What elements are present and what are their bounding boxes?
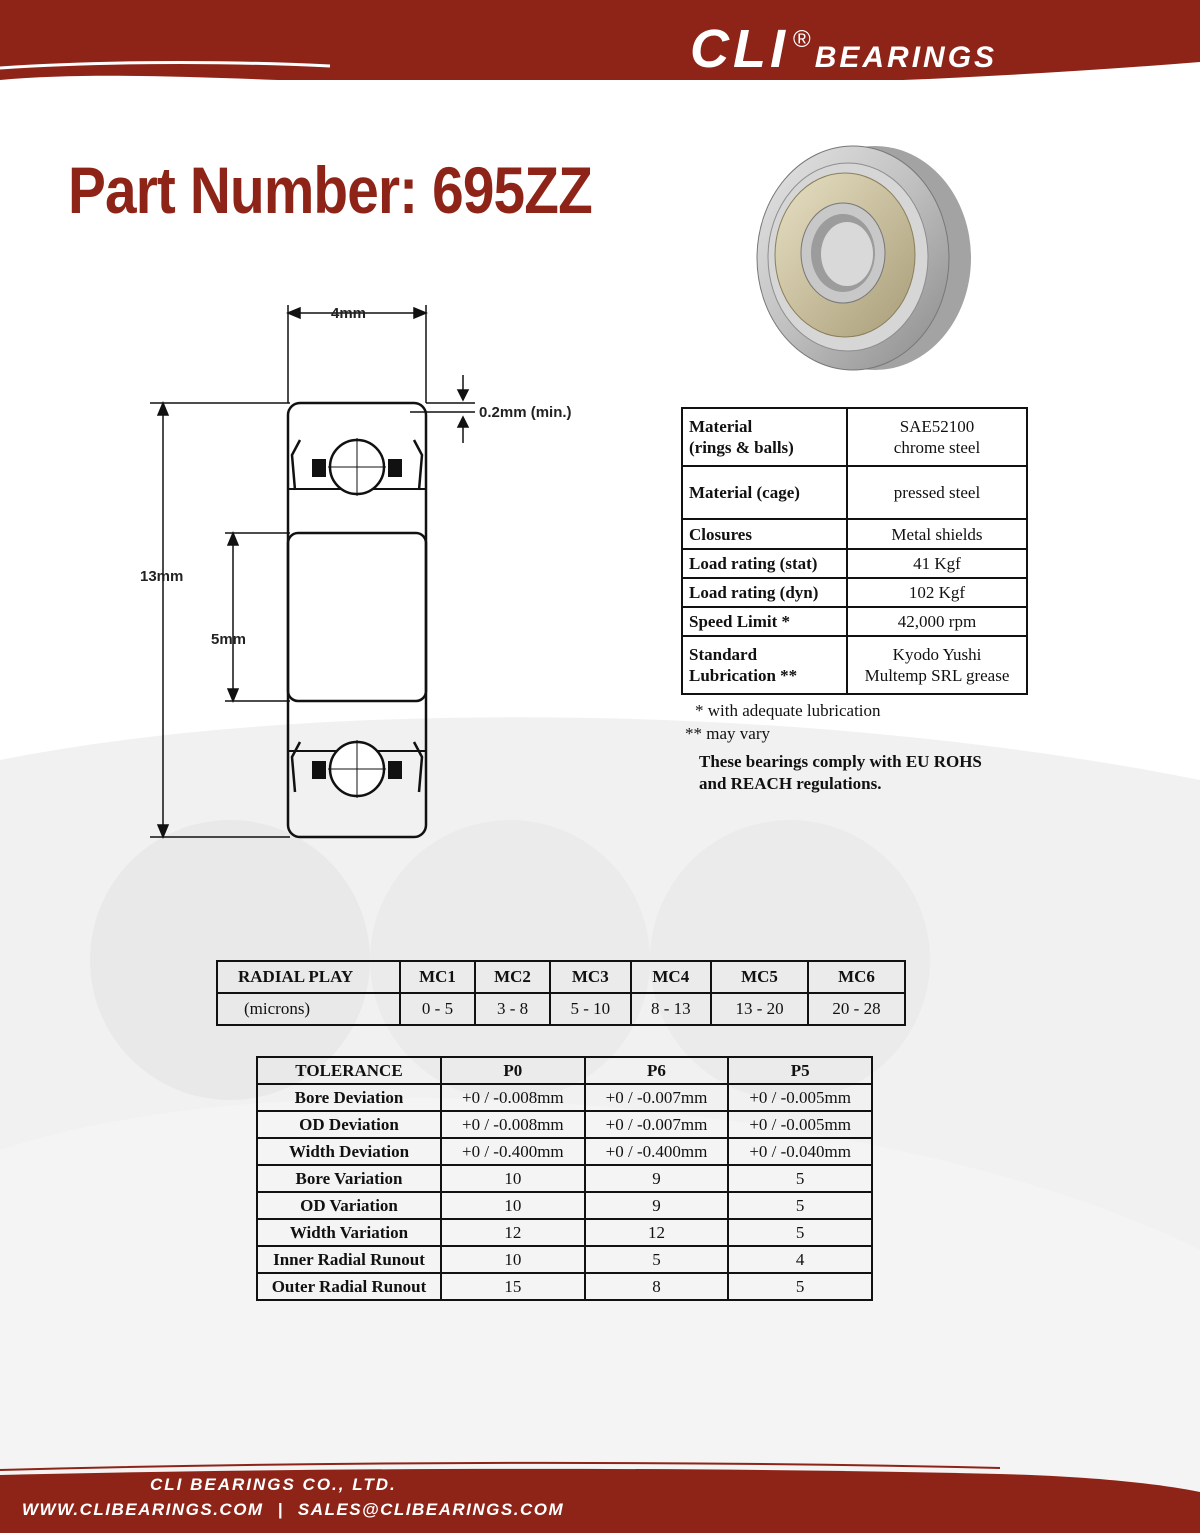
table-cell: 0 - 5 xyxy=(400,993,475,1025)
spec-label: Closures xyxy=(682,519,847,549)
table-cell: 10 xyxy=(441,1246,585,1273)
table-cell: +0 / -0.007mm xyxy=(585,1111,729,1138)
table-cell: 4 xyxy=(728,1246,872,1273)
table-row xyxy=(257,1273,872,1300)
tolerance-table xyxy=(256,1056,873,1301)
table-row xyxy=(257,1084,872,1111)
table-row-label: Width Deviation xyxy=(257,1138,441,1165)
table-cell: 5 xyxy=(728,1219,872,1246)
table-cell: 8 xyxy=(585,1273,729,1300)
table-row-label: Bore Variation xyxy=(257,1165,441,1192)
table-header-row xyxy=(257,1057,872,1084)
compliance-line: and REACH regulations. xyxy=(699,774,882,793)
table-row xyxy=(257,1165,872,1192)
table-row xyxy=(257,1111,872,1138)
table-cell: 20 - 28 xyxy=(808,993,905,1025)
page-title: Part Number: 695ZZ xyxy=(68,153,592,227)
spec-row xyxy=(682,549,1027,578)
table-header-cell: MC3 xyxy=(550,961,631,993)
table-row-label: Bore Deviation xyxy=(257,1084,441,1111)
table-cell: 9 xyxy=(585,1192,729,1219)
bore-dimension-label: 5mm xyxy=(211,631,247,648)
bearing-photo xyxy=(735,143,975,373)
spec-label: Material (rings & balls) xyxy=(682,408,847,466)
radial-play-table xyxy=(216,960,906,1026)
footnote-lubrication: * with adequate lubrication xyxy=(695,701,881,720)
spec-value: 42,000 rpm xyxy=(847,607,1027,636)
table-cell: 8 - 13 xyxy=(631,993,712,1025)
table-cell: 10 xyxy=(441,1165,585,1192)
footer-separator: | xyxy=(277,1500,284,1519)
compliance-statement xyxy=(699,751,982,795)
table-row-label: Width Variation xyxy=(257,1219,441,1246)
table-cell: 15 xyxy=(441,1273,585,1300)
table-header-cell: MC5 xyxy=(711,961,808,993)
table-header-cell: P5 xyxy=(728,1057,872,1084)
header-banner xyxy=(0,0,1200,80)
table-header-cell: TOLERANCE xyxy=(257,1057,441,1084)
spec-row xyxy=(682,408,1027,466)
footer-company-name: CLI BEARINGS CO., LTD. xyxy=(150,1475,397,1494)
table-cell: +0 / -0.008mm xyxy=(441,1111,585,1138)
table-header-cell: MC2 xyxy=(475,961,550,993)
footnotes xyxy=(685,699,881,745)
spec-value: SAE52100 chrome steel xyxy=(847,408,1027,466)
brand-wordmark: BEARINGS xyxy=(814,41,998,74)
spec-row xyxy=(682,519,1027,549)
table-cell: 12 xyxy=(585,1219,729,1246)
table-cell: 3 - 8 xyxy=(475,993,550,1025)
table-header-cell: RADIAL PLAY xyxy=(217,961,400,993)
table-cell: 12 xyxy=(441,1219,585,1246)
table-cell: +0 / -0.005mm xyxy=(728,1111,872,1138)
cross-section-drawing xyxy=(140,295,500,855)
table-cell: 5 xyxy=(728,1165,872,1192)
registered-mark: ® xyxy=(793,26,811,53)
table-row xyxy=(257,1138,872,1165)
table-header-cell: MC6 xyxy=(808,961,905,993)
brand-logo-text: CLI xyxy=(690,19,789,79)
spec-value: pressed steel xyxy=(847,466,1027,519)
table-cell: 5 xyxy=(728,1192,872,1219)
spec-row xyxy=(682,636,1027,694)
table-row xyxy=(257,1246,872,1273)
table-header-cell: P6 xyxy=(585,1057,729,1084)
spec-label: Speed Limit * xyxy=(682,607,847,636)
spec-label: Load rating (stat) xyxy=(682,549,847,578)
table-cell: +0 / -0.400mm xyxy=(441,1138,585,1165)
table-cell: 5 - 10 xyxy=(550,993,631,1025)
table-cell: +0 / -0.040mm xyxy=(728,1138,872,1165)
table-header-cell: MC4 xyxy=(631,961,712,993)
website-link[interactable]: WWW.CLIBEARINGS.COM xyxy=(22,1500,264,1519)
brand-logo xyxy=(690,18,997,80)
width-dimension-label: 4mm xyxy=(331,305,367,322)
table-cell: +0 / -0.008mm xyxy=(441,1084,585,1111)
spec-value: Metal shields xyxy=(847,519,1027,549)
table-header-cell: P0 xyxy=(441,1057,585,1084)
table-row-label: Outer Radial Runout xyxy=(257,1273,441,1300)
od-dimension-label: 13mm xyxy=(140,568,184,585)
spec-row xyxy=(682,466,1027,519)
table-row-label: OD Deviation xyxy=(257,1111,441,1138)
table-cell: 5 xyxy=(728,1273,872,1300)
footnote-may-vary: ** may vary xyxy=(685,724,770,743)
table-header-cell: MC1 xyxy=(400,961,475,993)
table-row-label: Inner Radial Runout xyxy=(257,1246,441,1273)
compliance-line: These bearings comply with EU ROHS xyxy=(699,752,982,771)
table-header-row xyxy=(217,961,905,993)
table-cell: +0 / -0.007mm xyxy=(585,1084,729,1111)
chamfer-dimension-label: 0.2mm (min.) xyxy=(479,404,572,421)
table-cell: 13 - 20 xyxy=(711,993,808,1025)
email-link[interactable]: SALES@CLIBEARINGS.COM xyxy=(297,1500,565,1519)
spec-value: 102 Kgf xyxy=(847,578,1027,607)
table-cell: +0 / -0.005mm xyxy=(728,1084,872,1111)
table-cell: 5 xyxy=(585,1246,729,1273)
table-cell: (microns) xyxy=(217,993,400,1025)
spec-label: Standard Lubrication ** xyxy=(682,636,847,694)
table-cell: 10 xyxy=(441,1192,585,1219)
footer-contact xyxy=(22,1500,564,1520)
spec-table xyxy=(681,407,1028,695)
spec-label: Load rating (dyn) xyxy=(682,578,847,607)
spec-row xyxy=(682,578,1027,607)
spec-row xyxy=(682,607,1027,636)
table-cell: +0 / -0.400mm xyxy=(585,1138,729,1165)
spec-label: Material (cage) xyxy=(682,466,847,519)
table-row-label: OD Variation xyxy=(257,1192,441,1219)
spec-value: 41 Kgf xyxy=(847,549,1027,578)
spec-value: Kyodo Yushi Multemp SRL grease xyxy=(847,636,1027,694)
table-row xyxy=(257,1192,872,1219)
table-row xyxy=(257,1219,872,1246)
table-row xyxy=(217,993,905,1025)
table-cell: 9 xyxy=(585,1165,729,1192)
